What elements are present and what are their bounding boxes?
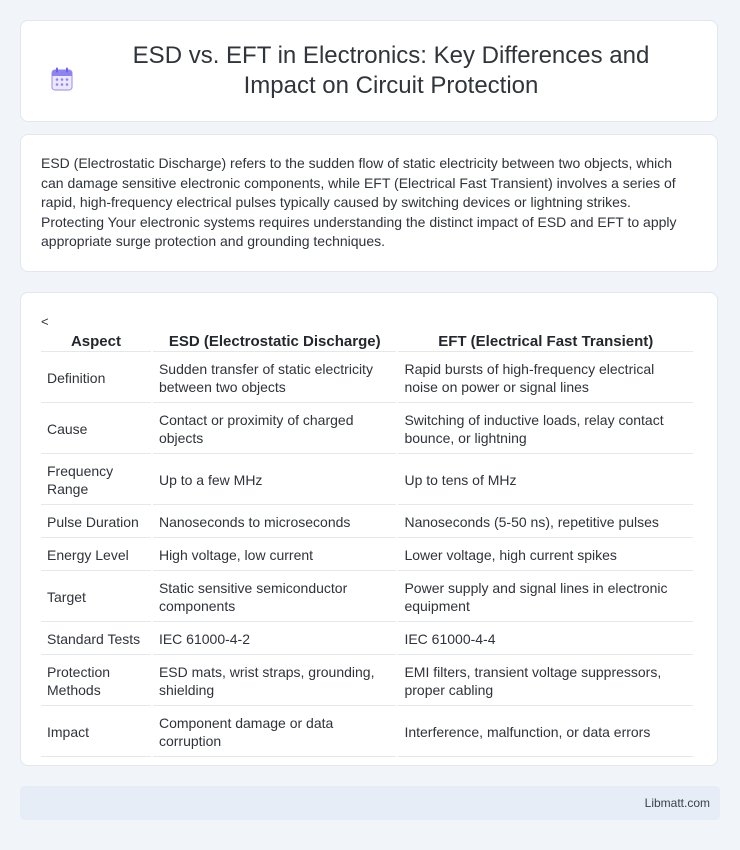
table-header-row	[41, 331, 693, 352]
cell-eft: Switching of inductive loads, relay contact bounce, or lightning	[398, 405, 693, 454]
intro-paragraph: ESD (Electrostatic Discharge) refers to the sudden flow of static electricity between two objects, which can damage sensitive electronic components, while EFT (Electrical Fast Transient) involves a series of rapid, high-frequency electrical pulses typically caused by switching devices or lightning strikes. Protecting Your electronic systems requires understanding the distinct impact of ESD and EFT to apply appropriate surge protection and grounding techniques.	[41, 155, 677, 250]
cell-esd: Static sensitive semiconductor components	[153, 573, 397, 622]
header-esd: ESD (Electrostatic Discharge)	[153, 331, 397, 352]
cell-esd: Contact or proximity of charged objects	[153, 405, 397, 454]
cell-esd: Up to a few MHz	[153, 456, 397, 505]
cell-aspect: Impact	[41, 708, 151, 757]
table-row	[41, 657, 693, 706]
cell-aspect: Pulse Duration	[41, 507, 151, 538]
cell-esd: Nanoseconds to microseconds	[153, 507, 397, 538]
cell-aspect: Energy Level	[41, 540, 151, 571]
title-wrap	[21, 41, 717, 101]
table-row	[41, 354, 693, 403]
table-row	[41, 573, 693, 622]
table-row	[41, 507, 693, 538]
table-row	[41, 540, 693, 571]
comparison-card	[20, 292, 718, 766]
cell-eft: EMI filters, transient voltage suppressors, proper cabling	[398, 657, 693, 706]
cell-eft: Rapid bursts of high-frequency electrical noise on power or signal lines	[398, 354, 693, 403]
cell-eft: Up to tens of MHz	[398, 456, 693, 505]
cell-esd: ESD mats, wrist straps, grounding, shielding	[153, 657, 397, 706]
footer-brand-link[interactable]: Libmatt.com	[644, 796, 710, 810]
cell-aspect: Target	[41, 573, 151, 622]
cell-esd: IEC 61000-4-2	[153, 624, 397, 655]
cell-eft: Power supply and signal lines in electronic equipment	[398, 573, 693, 622]
table-row	[41, 456, 693, 505]
table-row	[41, 624, 693, 655]
cell-eft: Interference, malfunction, or data errors	[398, 708, 693, 757]
table-row	[41, 405, 693, 454]
cell-esd: High voltage, low current	[153, 540, 397, 571]
cell-aspect: Definition	[41, 354, 151, 403]
intro-card	[20, 134, 718, 272]
calendar-icon	[51, 67, 73, 91]
cell-esd: Sudden transfer of static electricity between two objects	[153, 354, 397, 403]
comparison-table	[39, 329, 695, 759]
footer-bar	[20, 786, 720, 820]
stray-character: <	[41, 314, 49, 329]
header-aspect: Aspect	[41, 331, 151, 352]
cell-aspect: Protection Methods	[41, 657, 151, 706]
cell-esd: Component damage or data corruption	[153, 708, 397, 757]
header-eft: EFT (Electrical Fast Transient)	[398, 331, 693, 352]
cell-eft: Nanoseconds (5-50 ns), repetitive pulses	[398, 507, 693, 538]
cell-aspect: Frequency Range	[41, 456, 151, 505]
page-title: ESD vs. EFT in Electronics: Key Differences and Impact on Circuit Protection	[132, 42, 650, 99]
cell-eft: IEC 61000-4-4	[398, 624, 693, 655]
cell-aspect: Standard Tests	[41, 624, 151, 655]
table-row	[41, 708, 693, 757]
cell-eft: Lower voltage, high current spikes	[398, 540, 693, 571]
cell-aspect: Cause	[41, 405, 151, 454]
title-card	[20, 20, 718, 122]
